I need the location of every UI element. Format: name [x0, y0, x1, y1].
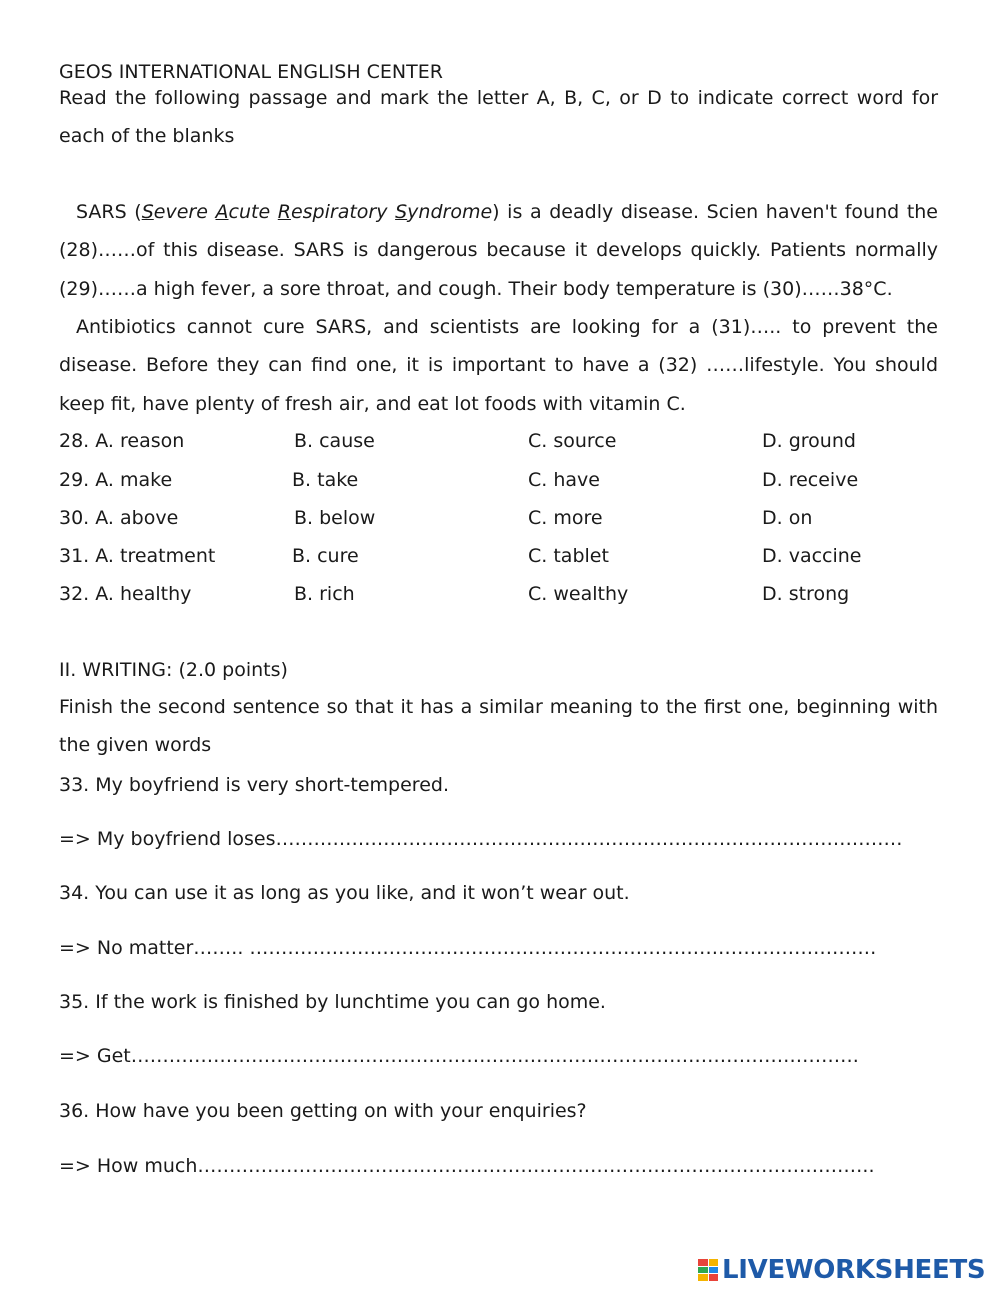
option-a[interactable]: 28. A. reason	[59, 430, 185, 452]
logo-block	[709, 1274, 719, 1281]
option-a[interactable]: 30. A. above	[59, 507, 179, 529]
sars-acronym: Severe Acute Respiratory Syndrome	[141, 201, 493, 223]
logo-block	[709, 1259, 719, 1266]
option-d[interactable]: D. vaccine	[762, 545, 862, 567]
option-b[interactable]: B. take	[292, 469, 359, 491]
option-a[interactable]: 32. A. healthy	[59, 583, 192, 605]
option-b[interactable]: B. below	[294, 507, 376, 529]
option-c[interactable]: C. tablet	[528, 545, 609, 567]
option-d[interactable]: D. on	[762, 507, 813, 529]
school-title: GEOS INTERNATIONAL ENGLISH CENTER	[59, 61, 443, 83]
passage-p1-start: SARS (	[76, 201, 142, 223]
writing-prompt: 36. How have you been getting on with your enquiries?	[59, 1100, 587, 1122]
logo-block	[698, 1259, 708, 1266]
option-c[interactable]: C. source	[528, 430, 617, 452]
writing-prompt: 34. You can use it as long as you like, and it won’t wear out.	[59, 882, 630, 904]
logo-block	[698, 1267, 708, 1274]
option-a[interactable]: 31. A. treatment	[59, 545, 216, 567]
logo-block	[698, 1274, 708, 1281]
option-c[interactable]: C. wealthy	[528, 583, 629, 605]
reading-instruction: Read the following passage and mark the letter A, B, C, or D to indicate correct word for each of the blanks	[59, 87, 938, 148]
liveworksheets-logo	[698, 1256, 985, 1284]
answer-field[interactable]: => My boyfriend loses………………………………………………………………………………………	[59, 828, 903, 850]
option-b[interactable]: B. cause	[294, 430, 375, 452]
option-c[interactable]: C. more	[528, 507, 603, 529]
answer-field[interactable]: => Get…………………………………………………………………………………………………….	[59, 1045, 859, 1067]
option-d[interactable]: D. strong	[762, 583, 850, 605]
option-c[interactable]: C. have	[528, 469, 600, 491]
writing-instruction: Finish the second sentence so that it has a similar meaning to the first one, beginning with the given words	[59, 696, 938, 757]
option-b[interactable]: B. cure	[292, 545, 359, 567]
logo-block	[709, 1267, 719, 1274]
option-d[interactable]: D. ground	[762, 430, 856, 452]
passage-paragraph-2: Antibiotics cannot cure SARS, and scientists are looking for a (31)….. to prevent the disease. Before they can find one, it is important to have a (32) ……lifestyle. You should keep fit, have plenty of fresh air, and eat lot foods with vitamin C.	[59, 316, 938, 415]
writing-heading: II. WRITING: (2.0 points)	[59, 659, 288, 681]
passage-paragraph-1	[59, 193, 938, 308]
writing-prompt: 35. If the work is finished by lunchtime you can go home.	[59, 991, 606, 1013]
passage-p1-end: ) is a deadly disease. Scien haven't found the (28)……of this disease. SARS is dangerous because it develops quickly. Patients normally (29)……a high fever, a sore throat, and cough. Their body temperature is (30)……38°C.	[59, 201, 938, 300]
logo-text: LIVEWORKSHEETS	[722, 1255, 986, 1285]
option-d[interactable]: D. receive	[762, 469, 859, 491]
answer-field[interactable]: => How much……………………………………………………………………………………………..	[59, 1155, 875, 1177]
logo-blocks-icon	[698, 1259, 718, 1281]
writing-prompt: 33. My boyfriend is very short-tempered.	[59, 774, 449, 796]
option-b[interactable]: B. rich	[294, 583, 355, 605]
answer-field[interactable]: => No matter…….. ………………………………………………………………………………………	[59, 937, 877, 959]
option-a[interactable]: 29. A. make	[59, 469, 173, 491]
